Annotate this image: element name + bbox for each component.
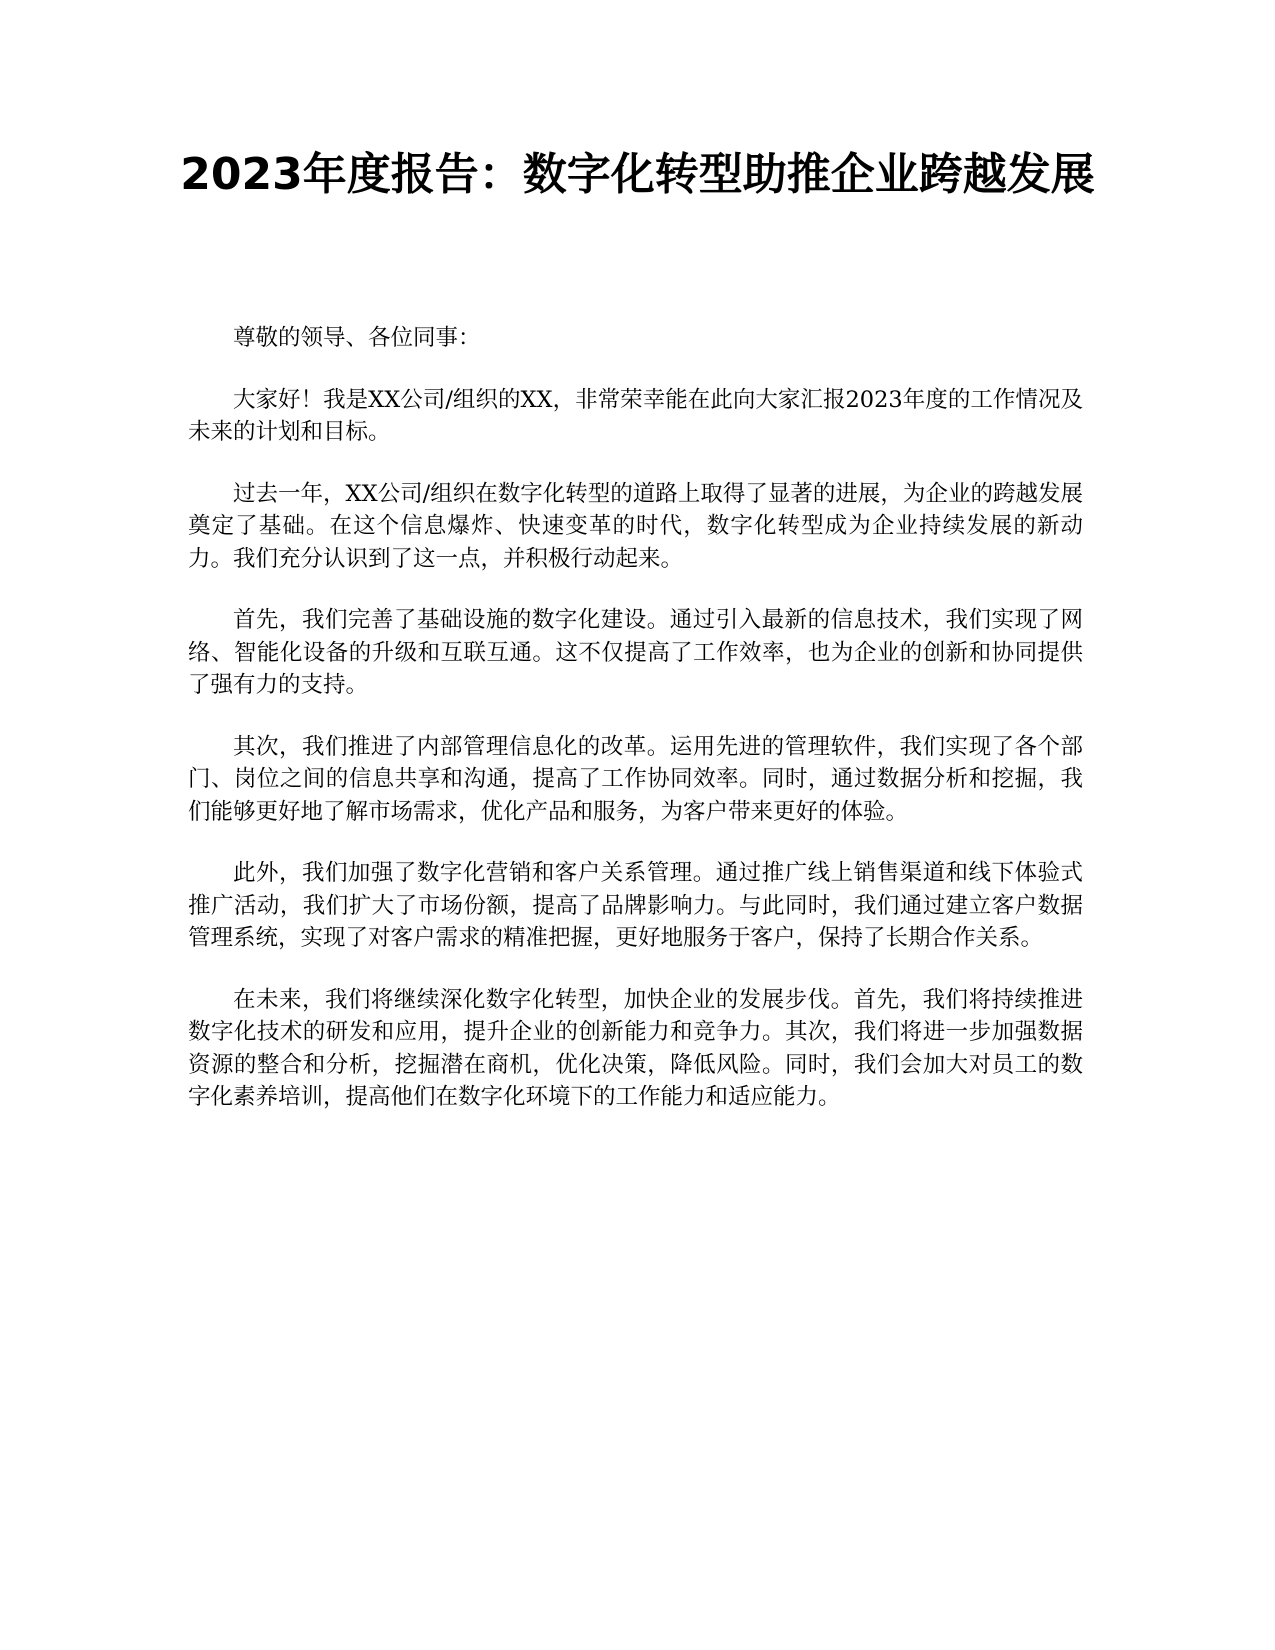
salutation-paragraph: 尊敬的领导、各位同事：: [233, 325, 481, 351]
infrastructure-paragraph: 首先，我们完善了基础设施的数字化建设。通过引入最新的信息技术，我们实现了网络、智能化设备的升级和互联互通。这不仅提高了工作效率，也为企业的创新和协同提供了强有力的支持。: [188, 607, 1083, 698]
document-body: [188, 322, 1083, 1143]
document-title: 2023年度报告：数字化转型助推企业跨越发展: [180, 149, 1095, 200]
future-plan-paragraph: 在未来，我们将继续深化数字化转型，加快企业的发展步伐。首先，我们将持续推进数字化技术的研发和应用，提升企业的创新能力和竞争力。其次，我们将进一步加强数据资源的整合和分析，挖掘潜在商机，优化决策，降低风险。同时，我们会加大对员工的数字化素养培训，提高他们在数字化环境下的工作能力和适应能力。: [188, 986, 1083, 1110]
progress-paragraph: 过去一年，XX公司/组织在数字化转型的道路上取得了显著的进展，为企业的跨越发展奠定了基础。在这个信息爆炸、快速变革的时代，数字化转型成为企业持续发展的新动力。我们充分认识到了这一点，并积极行动起来。: [188, 480, 1083, 572]
greeting-paragraph: 大家好！我是XX公司/组织的XX，非常荣幸能在此向大家汇报2023年度的工作情况及未来的计划和目标。: [188, 386, 1083, 445]
management-paragraph: 其次，我们推进了内部管理信息化的改革。运用先进的管理软件，我们实现了各个部门、岗位之间的信息共享和沟通，提高了工作协同效率。同时，通过数据分析和挖掘，我们能够更好地了解市场需求，优化产品和服务，为客户带来更好的体验。: [188, 733, 1083, 825]
marketing-paragraph: 此外，我们加强了数字化营销和客户关系管理。通过推广线上销售渠道和线下体验式推广活动，我们扩大了市场份额，提高了品牌影响力。与此同时，我们通过建立客户数据管理系统，实现了对客户需求的精准把握，更好地服务于客户，保持了长期合作关系。: [188, 860, 1083, 951]
